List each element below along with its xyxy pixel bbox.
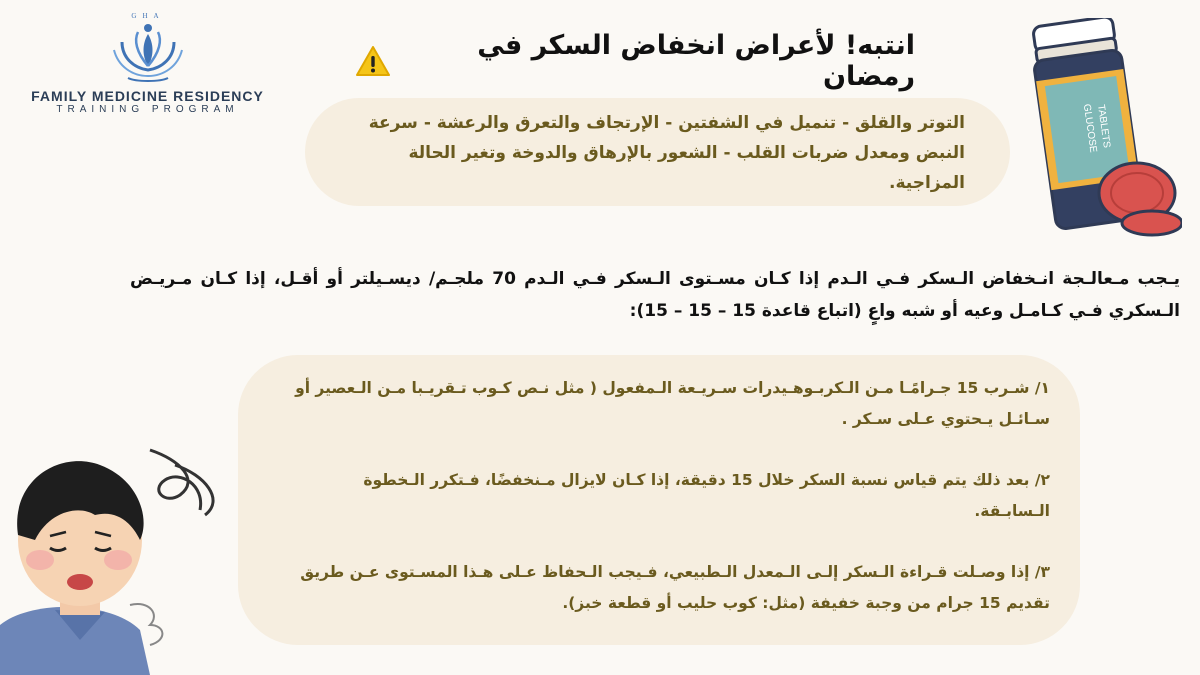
logo [10, 8, 285, 118]
symptoms-panel [305, 98, 1010, 206]
logo-line1: FAMILY MEDICINE RESIDENCY [31, 88, 264, 104]
svg-text:GLUCOSE: GLUCOSE [1080, 103, 1099, 154]
dizzy-person-icon [0, 440, 235, 675]
lotus-emblem-icon [108, 8, 188, 86]
logo-line2: TRAINING PROGRAM [56, 104, 239, 115]
treatment-intro [130, 263, 1180, 327]
step-2: ٢/ بعد ذلك يتم قياس نسبة السكر خلال 15 دقيقة، إذا كـان لايزال مـنخفضًا، فـتكرر الـخطوة الـسابـقة. [363, 471, 1050, 520]
symptoms-text: التوتر والقلق - تنميل في الشفتين - الإرتجاف والتعرق والرعشة - سرعة النبض ومعدل ضربات القلب - الشعور بالإرهاق والدوخة وتغير الحالة المزاجية. [368, 113, 965, 193]
steps-panel [238, 355, 1080, 645]
page-title [355, 30, 915, 92]
glucose-bottle-icon [1007, 18, 1182, 238]
warning-icon [355, 45, 391, 77]
svg-text:TABLETS: TABLETS [1095, 103, 1113, 149]
title-text: انتبه! لأعراض انخفاض السكر في رمضان [477, 30, 915, 92]
intro-text: يـجب مـعالـجة انـخفاض الـسكر فـي الـدم إذا كـان مسـتوى الـسكر فـي الـدم 70 ملجـم/ ديسـيلتر أو أقـل، إذا كـان مـريـض الـسكري فـي كـامـل وعيه أو شبه واعٍ (اتباع قاعدة 15 – 15 – 15): [130, 269, 1180, 321]
step-3: ٣/ إذا وصـلت قـراءة الـسكر إلـى الـمعدل الـطبيعي، فـيجب الـحفاظ عـلى هـذا المسـتوى عـن طريق تقديم 15 جرام من وجبة خفيفة (مثل: كوب حليب أو قطعة خبز). [300, 563, 1050, 612]
step-1: ١/ شـرب 15 جـرامًـا مـن الـكربـوهـيدرات سـريـعة الـمفعول ( مثل نـص كـوب تـقريـبا مـن الـعصير أو سـائـل يـحتوي عـلى سـكر . [295, 379, 1050, 428]
svg-text:GHA: GHA [130, 12, 165, 20]
